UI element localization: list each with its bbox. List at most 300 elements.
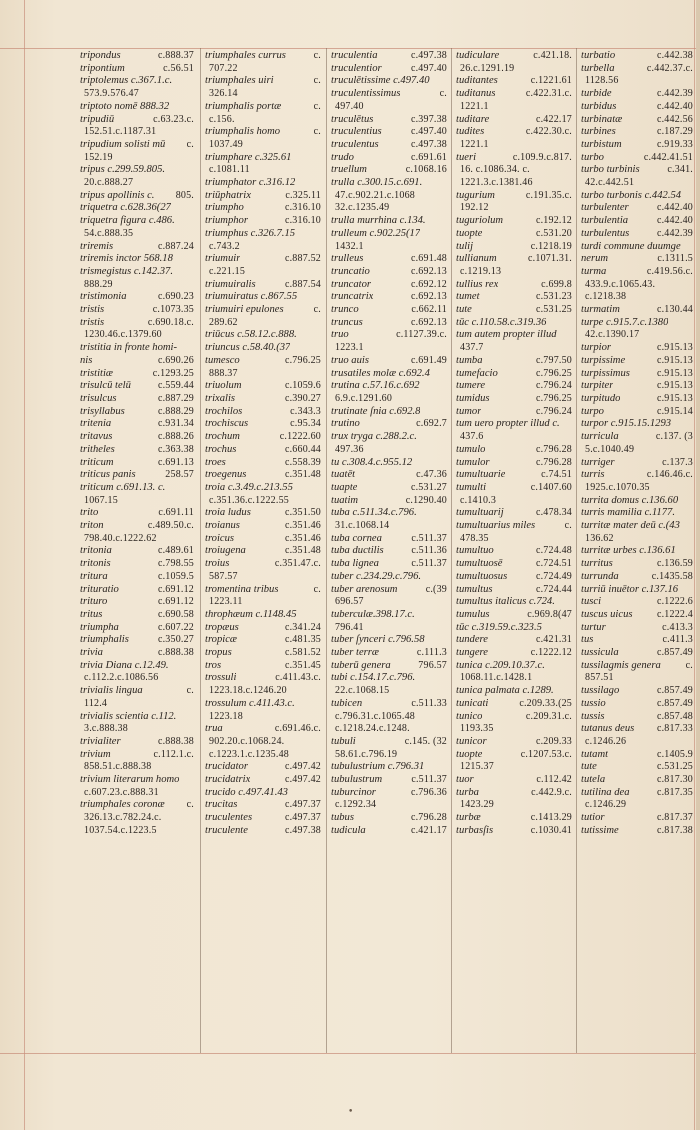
index-entry [581,596,693,609]
entry-reference: c.531.23 [535,291,572,303]
entry-reference: c.136.59 [656,558,693,570]
entry-word: tristis [80,316,105,328]
index-entry [80,799,194,812]
entry-reference: c.1246.26 [585,735,627,747]
entry-word: trucidator [205,761,248,773]
index-entry [456,431,572,444]
index-entry [581,634,693,647]
entry-reference: 573.9.576.47 [84,88,139,100]
index-entry [581,393,693,406]
index-entry [456,609,572,622]
entry-reference: c.511.37 [411,532,447,544]
entry-reference: 497.36 [335,443,364,455]
index-entry [581,507,693,520]
index-entry [205,393,321,406]
index-entry [331,495,447,508]
index-entry [581,406,693,419]
index-entry [331,317,447,330]
entry-reference: c.351.47.c. [274,558,321,570]
index-entry [80,215,194,228]
entry-word: tritheles [80,443,115,455]
entry-reference: c.796.28 [410,812,447,824]
entry-word: tullianum [456,253,497,265]
entry-reference: c.691.61 [410,151,447,163]
entry-reference: c.796.24 [535,405,572,417]
entry-word: tuba ductilis [331,545,384,557]
index-entry [331,482,447,495]
entry-reference: c.857.49 [656,697,693,709]
entry-word: triptolemus c.367.1.c. [80,75,173,87]
entry-word: turbinatæ [581,113,623,125]
index-entry [80,152,194,165]
index-entry [581,787,693,800]
entry-reference: 888.37 [209,367,238,379]
entry-word: truncatio [331,265,370,277]
entry-word: trutinate ſnia c.692.8 [331,405,421,417]
index-entry [581,342,693,355]
entry-reference: c.699.8 [541,278,572,290]
index-entry [80,647,194,660]
entry-reference: c. [313,583,321,595]
entry-word: turbidus [581,100,617,112]
entry-word: turbide [581,88,612,100]
entry-word: troius [205,558,230,570]
entry-reference: c.478.34 [535,507,572,519]
entry-reference: 42.c.442.51 [585,177,635,189]
entry-word: triticum [80,456,114,468]
index-entry [205,406,321,419]
entry-reference: c.796.24 [535,380,572,392]
entry-word: tullius rex [456,278,499,290]
entry-reference: 1128.56 [585,75,619,87]
entry-word: triūphatrix [205,189,251,201]
entry-word: tropicæ [205,634,237,646]
entry-reference: c.192.12 [535,215,572,227]
index-entry [80,368,194,381]
index-entry [581,317,693,330]
index-entry [456,558,572,571]
entry-reference: c.350.27 [157,634,194,646]
entry-word: tudicula [331,824,366,836]
index-entry [205,126,321,139]
entry-word: tutela [581,774,606,786]
entry-word: tumor [456,405,482,417]
entry-word: tumultuarius miles [456,520,536,532]
index-entry [205,342,321,355]
entry-reference: c.1413.29 [530,812,572,824]
entry-reference: 437.6 [460,431,484,443]
entry-word: tritonia [80,545,112,557]
entry-word: triticus panis [80,469,136,481]
index-entry [581,431,693,444]
entry-reference: c.691.12 [157,596,194,608]
index-entry [456,406,572,419]
entry-reference: c.692.13 [410,291,447,303]
entry-reference: c.(39 [425,583,447,595]
entry-word: turpe c.915.7.c.1380 [581,316,669,328]
entry-word: trituro [80,596,108,608]
entry-word: turbines [581,126,616,138]
index-entry [331,228,447,241]
index-entry [331,469,447,482]
entry-word: turbulenter [581,202,629,214]
index-entry [456,749,572,762]
entry-word: triumphare c.325.61 [205,151,292,163]
entry-word: trossulum c.411.43.c. [205,697,295,709]
index-entry [456,291,572,304]
index-entry [331,698,447,711]
entry-word: trucidatrix [205,774,251,786]
entry-word: turdi commune duumge [581,240,681,252]
entry-reference: c.931.34 [157,418,194,430]
index-entry [80,457,194,470]
index-entry [331,63,447,76]
entry-reference: 3.c.888.38 [84,723,128,735]
entry-reference: c.489.50.c. [147,520,194,532]
index-entry [581,545,693,558]
entry-word: turpo [581,405,604,417]
index-entry [205,660,321,673]
index-entry [205,215,321,228]
entry-word: tudites [456,126,485,138]
entry-word: tumulo [456,443,486,455]
index-entry [331,393,447,406]
entry-reference: c.351.48 [284,545,321,557]
index-entry [331,774,447,787]
entry-word: triremis [80,240,114,252]
entry-reference: 707.22 [209,62,238,74]
entry-word: trismegistus c.142.37. [80,265,173,277]
entry-word: truo auis [331,354,369,366]
index-entry [331,101,447,114]
entry-reference: c.95.34 [290,418,321,430]
entry-word: trivialiter [80,735,121,747]
index-entry [80,393,194,406]
entry-reference: c.724.44 [535,583,572,595]
entry-word: tristimonia [80,291,127,303]
index-entry [581,368,693,381]
index-entry [80,317,194,330]
entry-reference: c. [313,100,321,112]
index-entry [331,304,447,317]
index-entry [331,202,447,215]
index-entry [80,774,194,787]
index-entry [456,520,572,533]
index-entry [456,139,572,152]
index-entry [205,584,321,597]
entry-word: tripudiū [80,113,115,125]
index-entry [331,584,447,597]
entry-word: turtur [581,621,606,633]
entry-reference: c.351.45 [284,659,321,671]
index-column-1 [80,50,194,838]
entry-word: triumuiralis [205,278,256,290]
entry-reference: c.662.11 [411,304,447,316]
entry-reference: c.442.37.c. [646,62,693,74]
index-entry [581,50,693,63]
index-entry [331,672,447,685]
index-entry [331,126,447,139]
entry-reference: c.137.3 [662,456,693,468]
entry-reference: c.497.38 [284,824,321,836]
entry-reference: 1221.1 [460,100,489,112]
index-entry [456,355,572,368]
entry-word: tumere [456,380,486,392]
index-entry [205,291,321,304]
entry-word: trutina c.57.16.c.692 [331,380,420,392]
entry-word: troegenus [205,469,247,481]
entry-word: tumultuarie [456,469,506,481]
entry-reference: c.1222.6 [656,596,693,608]
index-entry [80,596,194,609]
index-entry [331,622,447,635]
entry-reference: c.47.36 [416,469,447,481]
index-entry [205,101,321,114]
index-entry [205,482,321,495]
entry-reference: c.1207.53.c. [520,748,572,760]
entry-word: truculentus [331,138,379,150]
entry-reference: c.888.38 [157,735,194,747]
index-entry [205,380,321,393]
index-entry [331,507,447,520]
entry-word: triumphalis portæ [205,100,282,112]
entry-reference: 112.4 [84,697,108,709]
entry-reference: c.442.9.c. [531,786,572,798]
entry-reference: 20.c.888.27 [84,177,134,189]
index-entry [581,190,693,203]
entry-word: tum autem propter illud [456,329,557,341]
index-entry [581,215,693,228]
entry-word: tubulustrum [331,774,383,786]
entry-word: tromentina tribus [205,583,279,595]
entry-reference: c.351.46 [284,532,321,544]
index-entry [80,495,194,508]
entry-reference: 22.c.1068.15 [335,685,390,697]
entry-reference: c.497.38 [410,50,447,61]
entry-word: turritus [581,558,613,570]
index-entry [331,457,447,470]
index-entry [581,698,693,711]
index-entry [205,88,321,101]
ruled-line-top [0,48,700,49]
entry-reference: c.691.49 [410,354,447,366]
entry-word: turbo turbonis c.442.54 [581,189,682,201]
entry-reference: 1037.49 [209,138,243,150]
index-entry [80,291,194,304]
entry-word: tumet [456,291,480,303]
entry-reference: c.421.31 [535,634,572,646]
entry-reference: c.743.2 [209,240,240,252]
entry-word: troia ludus [205,507,251,519]
entry-reference: c.1221.61 [530,75,572,87]
entry-reference: c.511.37 [411,558,447,570]
index-entry [456,279,572,292]
entry-word: triumphalis homo [205,126,281,138]
entry-word: trivialis lingua [80,685,143,697]
entry-reference: c.316.10 [284,215,321,227]
entry-reference: c. [685,659,693,671]
index-entry [80,558,194,571]
entry-reference: c.497.40 [410,126,447,138]
entry-word: truncatrix [331,291,374,303]
index-entry [331,368,447,381]
entry-word: triumphalis [80,634,129,646]
entry-reference: c.341.24 [284,621,321,633]
index-entry [80,711,194,724]
entry-word: tuor [456,774,474,786]
index-entry [80,660,194,673]
entry-word: tripudium solisti mū [80,138,166,150]
index-entry [205,457,321,470]
entry-reference: 1230.46.c.1379.60 [84,329,162,341]
index-entry [581,291,693,304]
index-entry [80,228,194,241]
index-entry [331,139,447,152]
entry-word: tubulustrium c.796.31 [331,761,425,773]
index-entry [331,545,447,558]
entry-word: turbella [581,62,615,74]
index-entry [456,507,572,520]
entry-reference: c.209.31.c. [525,710,572,722]
entry-reference: c.919.33 [656,138,693,150]
entry-reference: c.796.28 [535,456,572,468]
entry-reference: c. [186,685,194,697]
index-entry [456,812,572,825]
index-entry [331,279,447,292]
index-entry [581,202,693,215]
entry-word: triton [80,520,104,532]
entry-reference: 858.51.c.888.38 [84,761,152,773]
entry-reference: c.413.3 [662,621,693,633]
entry-reference: c.511.37 [411,774,447,786]
index-entry [331,253,447,266]
index-entry [456,304,572,317]
index-entry [205,444,321,457]
entry-reference: 798.40.c.1222.62 [84,532,157,544]
entry-reference: c.442.40 [656,100,693,112]
entry-word: tristitiæ [80,367,113,379]
entry-reference: c.442.39 [656,88,693,100]
index-entry [456,685,572,698]
entry-word: tute [581,761,597,773]
entry-word: tumba [456,354,483,366]
entry-word: tūc c.110.58.c.319.36 [456,316,547,328]
index-entry [331,825,447,838]
entry-reference: c.187.29 [656,126,693,138]
index-entry [331,533,447,546]
entry-reference: c.1218.19 [530,240,572,252]
index-entry [80,241,194,254]
index-entry [581,520,693,533]
index-entry [581,558,693,571]
entry-reference: c.325.11 [285,189,321,201]
entry-word: tubus [331,812,354,824]
entry-word: tumulor [456,456,490,468]
entry-reference: c.1222.60 [279,431,321,443]
index-entry [456,698,572,711]
entry-reference: c.1293.25 [152,367,194,379]
entry-word: tristitia in fronte homi- [80,342,178,354]
index-entry [581,571,693,584]
entry-word: nis [80,354,93,366]
entry-word: tritonis [80,558,111,570]
entry-word: tumulus [456,608,490,620]
entry-word: turbo [581,151,604,163]
entry-reference: c.209.33 [535,735,572,747]
index-entry [456,482,572,495]
entry-reference: c.559.44 [157,380,194,392]
entry-reference: c.888.26 [157,431,194,443]
entry-reference: c.112.1.c. [153,748,194,760]
entry-word: tum uero propter illud c. [456,418,560,430]
index-entry [456,723,572,736]
entry-word: tripondus [80,50,121,61]
index-entry [456,761,572,774]
entry-word: trochus [205,443,237,455]
index-entry [205,672,321,685]
entry-word: nerum [581,253,609,265]
entry-reference: 1423.29 [460,799,494,811]
entry-reference: 326.13.c.782.24.c. [84,812,162,824]
index-entry [456,393,572,406]
entry-reference: c. [313,126,321,138]
index-entry [331,215,447,228]
entry-word: trusatiles molæ c.692.4 [331,367,430,379]
entry-reference: c.363.38 [157,443,194,455]
index-entry [80,825,194,838]
entry-reference: c.511.33 [411,697,447,709]
entry-reference: c.692.13 [410,265,447,277]
index-entry [205,304,321,317]
entry-reference: c.724.49 [535,570,572,582]
entry-word: tūc c.319.59.c.323.5 [456,621,542,633]
entry-reference: 433.9.c.1065.43. [585,278,656,290]
index-entry [581,126,693,139]
entry-reference: 258.57 [165,469,194,481]
entry-reference: 1221.1 [460,138,489,150]
index-entry [331,190,447,203]
index-entry [456,736,572,749]
entry-reference: c.397.38 [410,113,447,125]
index-entry [581,457,693,470]
entry-word: tundere [456,634,488,646]
entry-reference: 805. [175,189,194,201]
index-entry [80,139,194,152]
entry-reference: c.915.13 [656,354,693,366]
index-entry [80,723,194,736]
index-entry [581,101,693,114]
entry-word: turris mamilia c.1177. [581,507,675,519]
index-entry [205,685,321,698]
index-entry [456,380,572,393]
index-entry [331,711,447,724]
index-entry [205,558,321,571]
index-entry [331,749,447,762]
entry-reference: c.724.48 [535,545,572,557]
entry-word: trivium literarum homo [80,774,180,786]
entry-word: tunicor [456,735,487,747]
index-entry [331,609,447,622]
index-entry [205,266,321,279]
index-entry [205,228,321,241]
entry-reference: c.817.33 [656,723,693,735]
entry-reference: c.691.12 [157,583,194,595]
entry-reference: c. [313,75,321,87]
entry-reference: c.1435.58 [651,570,693,582]
index-column-4 [456,50,572,838]
entry-word: troicus [205,532,235,544]
index-entry [456,571,572,584]
